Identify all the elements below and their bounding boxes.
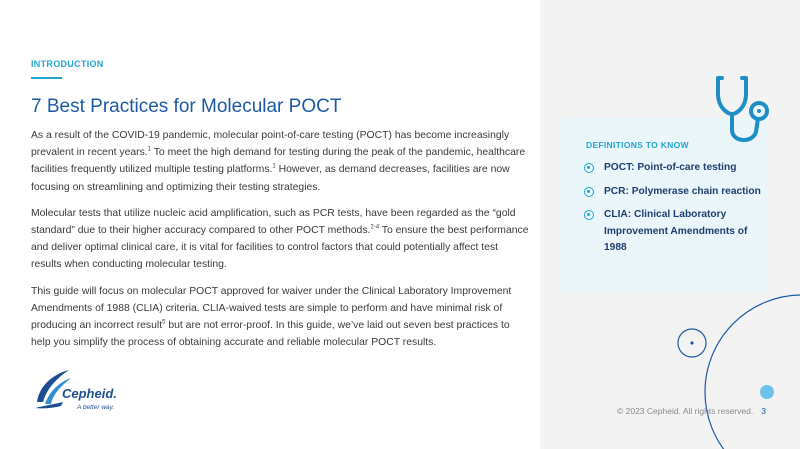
paragraph-1: As a result of the COVID-19 pandemic, molecular point-of-care testing (POCT) has become increasingly prevalent in recent years.$^1$ To meet the high demand for testing during the peak of the pandemic, healthcare facilities frequently utilized multiple testing platforms.$^1$ However, as demand decreases, facilities are now focusing on streamlining and optimizing their testing strategies. bbox=[31, 130, 526, 193]
definitions-title: DEFINITIONS TO KNOW bbox=[586, 140, 689, 150]
logo-tagline: A better way. bbox=[77, 404, 115, 411]
definition-item: CLIA: Clinical Laboratory Improvement Amendments of 1988 bbox=[584, 207, 764, 257]
paragraph-2: Molecular tests that utilize nucleic acid amplification, such as PCR tests, have been regarded as the “gold standard” due to their higher accuracy compared to other POCT methods.$^{2-4}$ To ensure the best performance and deliver optimal clinical care, it is vital for facilities to control factors that could potentially affect test results when conducting molecular testing. bbox=[31, 207, 529, 271]
logo-wordmark: Cepheid. bbox=[62, 386, 117, 401]
page-number: 3 bbox=[761, 406, 766, 416]
paragraph-3: This guide will focus on molecular POCT approved for waiver under the Clinical Laboratory Improvement Amendments of 1988 (CLIA) criteria. CLIA-waived tests are simple to perform and have minimal risk of producing an incorrect result$^5$ but are not error-proof. In this guide, we’ve laid out seven best practices to help you simplify the process of obtaining accurate and reliable molecular POCT results. bbox=[31, 285, 512, 349]
cepheid-logo bbox=[33, 368, 143, 418]
sidebar-panel bbox=[540, 0, 800, 449]
definition-item: POCT: Point-of-care testing bbox=[584, 160, 764, 177]
section-divider bbox=[31, 77, 62, 79]
bullet-icon bbox=[584, 210, 594, 220]
copyright-text: © 2023 Cepheid. All rights reserved. bbox=[617, 406, 754, 416]
footer bbox=[617, 406, 766, 416]
section-label: INTRODUCTION bbox=[31, 59, 104, 69]
stethoscope-icon bbox=[712, 72, 778, 152]
definition-item: PCR: Polymerase chain reaction bbox=[584, 184, 764, 201]
bullet-icon bbox=[584, 187, 594, 197]
definitions-list bbox=[584, 160, 764, 264]
body-text bbox=[31, 127, 531, 360]
bullet-icon bbox=[584, 163, 594, 173]
page-title: 7 Best Practices for Molecular POCT bbox=[31, 96, 342, 117]
